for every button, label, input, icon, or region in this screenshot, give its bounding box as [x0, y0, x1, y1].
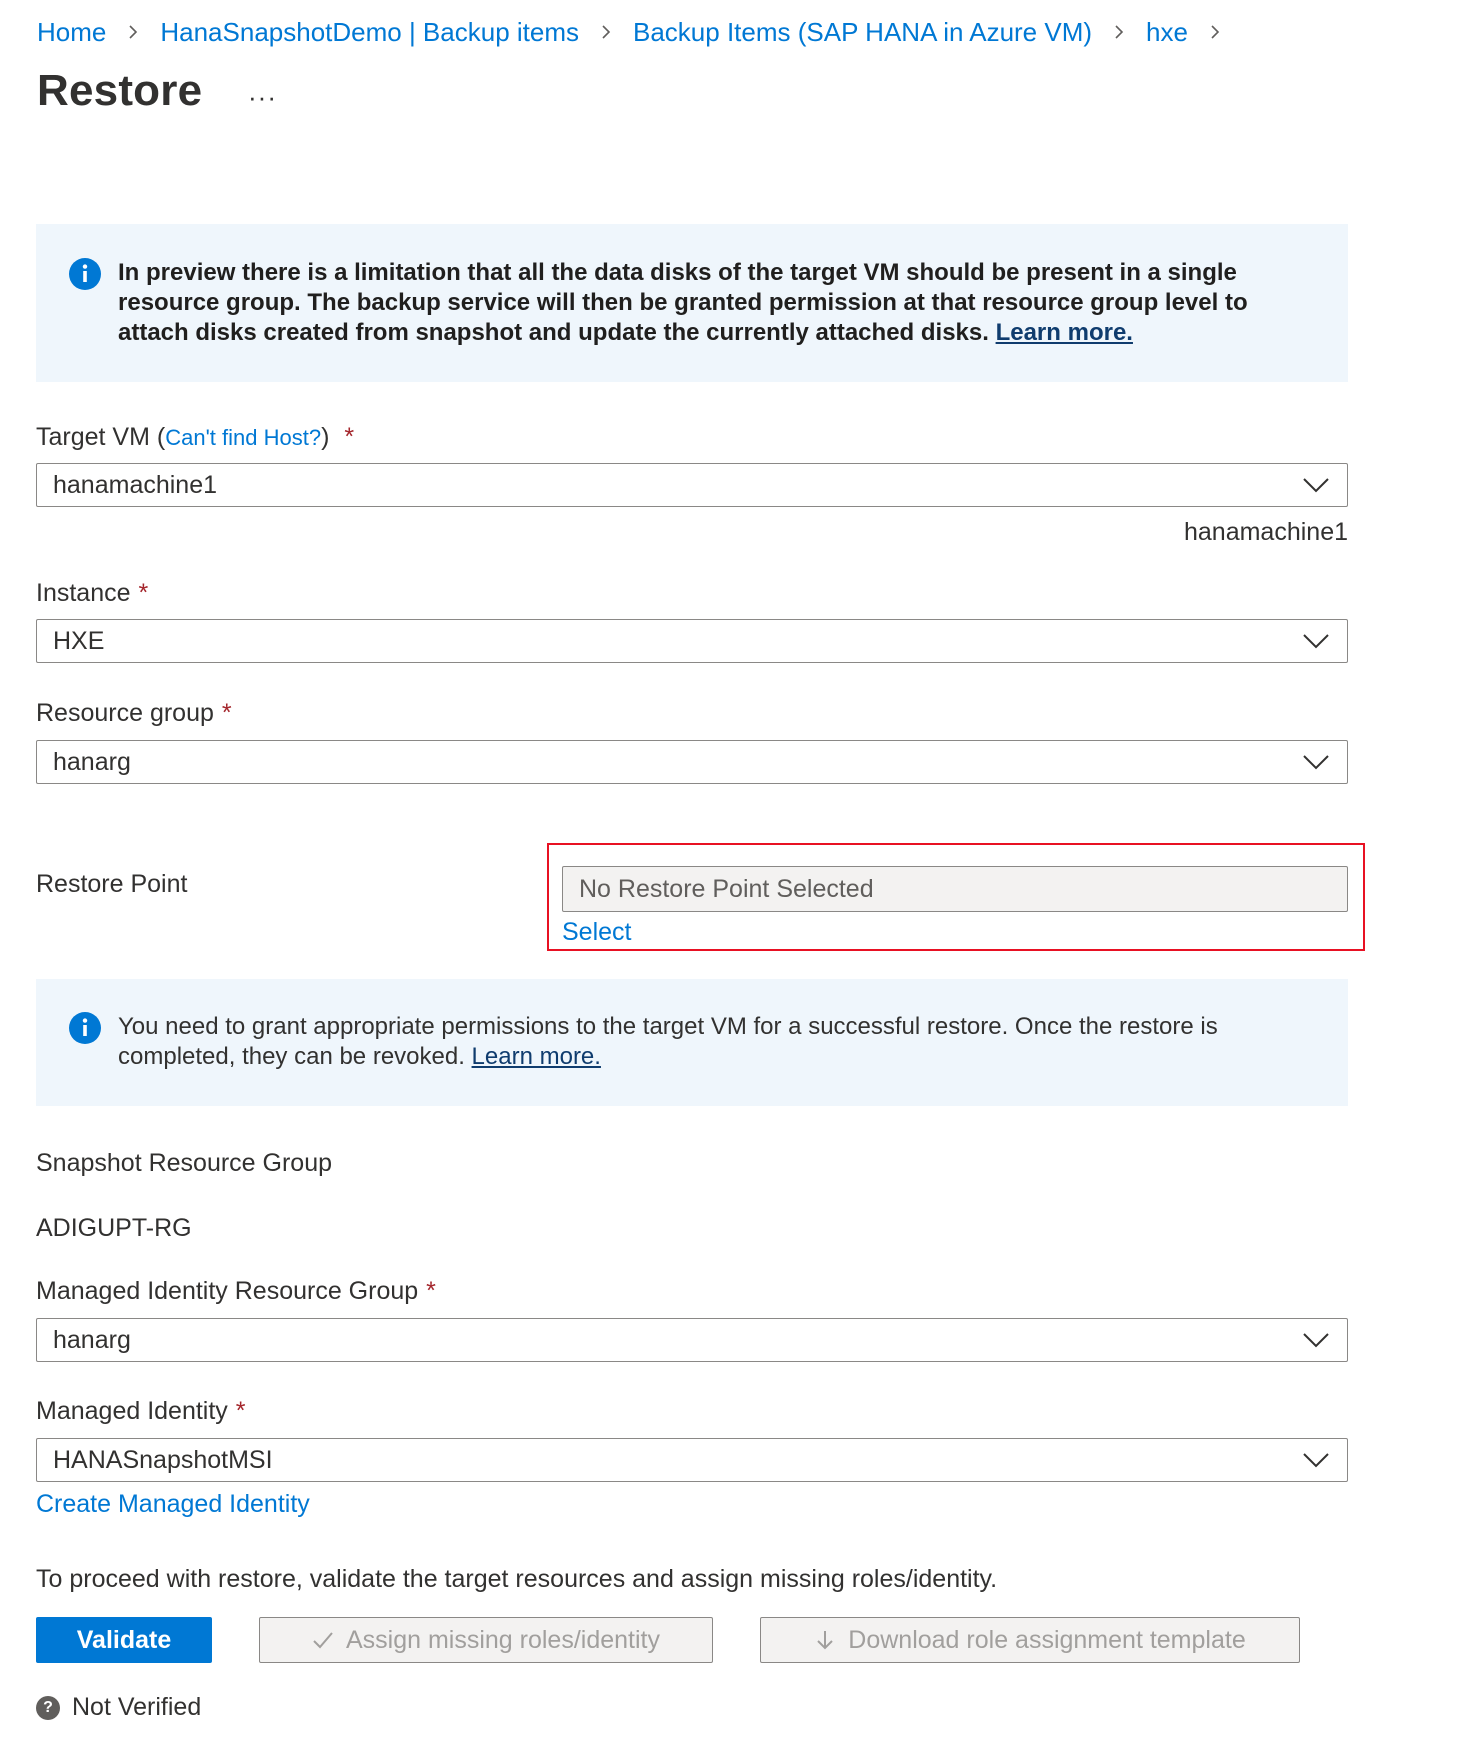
managed-identity-dropdown[interactable] — [36, 1438, 1348, 1482]
chevron-down-icon — [1301, 1451, 1331, 1469]
create-managed-identity-link[interactable]: Create Managed Identity — [36, 1490, 310, 1518]
learn-more-link[interactable]: Learn more. — [471, 1043, 601, 1070]
chevron-right-icon — [1206, 23, 1224, 41]
mi-resource-group-value: hanarg — [53, 1325, 131, 1354]
validation-status — [36, 1693, 201, 1722]
snapshot-resource-group-label: Snapshot Resource Group — [36, 1149, 333, 1177]
target-vm-label-text: Target VM — [36, 423, 150, 451]
mi-resource-group-label — [36, 1277, 436, 1306]
info-banner-text: You need to grant appropriate permissions to the target VM for a successful restore. Once the restore is completed, they can be revoked. — [118, 1013, 1218, 1070]
managed-identity-value: HANASnapshotMSI — [53, 1445, 273, 1474]
managed-identity-label — [36, 1397, 246, 1426]
instance-label-text: Instance — [36, 579, 131, 607]
target-vm-value: hanamachine1 — [53, 470, 218, 499]
required-asterisk: * — [138, 579, 149, 607]
resource-group-label-text: Resource group — [36, 699, 214, 727]
target-vm-dropdown[interactable] — [36, 463, 1348, 507]
download-role-template-label: Download role assignment template — [848, 1625, 1246, 1654]
info-icon — [69, 258, 101, 290]
cant-find-host-link[interactable]: Can't find Host? — [165, 425, 322, 450]
chevron-down-icon — [1301, 1331, 1331, 1349]
question-circle-icon: ? — [36, 1696, 60, 1720]
breadcrumb-hxe[interactable]: hxe — [1146, 16, 1188, 47]
breadcrumb-backup-items-sap-hana[interactable]: Backup Items (SAP HANA in Azure VM) — [633, 16, 1093, 47]
page-title: Restore — [37, 66, 203, 115]
instance-label — [36, 579, 148, 608]
paren-close: ) — [321, 423, 330, 451]
download-role-template-button[interactable] — [760, 1617, 1300, 1663]
download-arrow-icon — [814, 1629, 836, 1651]
chevron-down-icon — [1301, 753, 1331, 771]
info-banner-text: In preview there is a limitation that all the data disks of the target VM should be present in a single resource group. The backup service will then be granted permission at that resource group level to attach disks created from snapshot and update the currently attached disks. — [118, 259, 1248, 346]
breadcrumb-home[interactable]: Home — [37, 16, 107, 47]
resource-group-value: hanarg — [53, 747, 131, 776]
managed-identity-label-text: Managed Identity — [36, 1397, 228, 1425]
required-asterisk: * — [344, 423, 355, 451]
info-banner-preview-limitation — [36, 224, 1348, 382]
validate-button[interactable]: Validate — [36, 1617, 212, 1663]
chevron-right-icon — [124, 23, 142, 41]
select-restore-point-link[interactable]: Select — [562, 918, 632, 946]
info-icon — [69, 1012, 101, 1044]
breadcrumb-backup-items[interactable]: HanaSnapshotDemo | Backup items — [160, 16, 579, 47]
snapshot-resource-group-value: ADIGUPT-RG — [36, 1214, 192, 1242]
validation-status-text: Not Verified — [72, 1693, 202, 1721]
assign-missing-roles-label: Assign missing roles/identity — [345, 1625, 660, 1654]
chevron-down-icon — [1301, 632, 1331, 650]
resource-group-dropdown[interactable] — [36, 740, 1348, 784]
learn-more-link[interactable]: Learn more. — [995, 319, 1133, 346]
target-vm-label — [36, 423, 354, 452]
chevron-down-icon — [1301, 476, 1331, 494]
more-options-button[interactable]: ··· — [248, 82, 277, 112]
assign-missing-roles-button[interactable] — [259, 1617, 713, 1663]
chevron-right-icon — [597, 23, 615, 41]
target-vm-subvalue: hanamachine1 — [1183, 518, 1348, 546]
info-banner-permissions — [36, 979, 1348, 1106]
restore-point-placeholder: No Restore Point Selected — [579, 874, 874, 903]
restore-point-label: Restore Point — [36, 870, 188, 898]
instance-dropdown[interactable] — [36, 619, 1348, 663]
restore-instruction-text: To proceed with restore, validate the target resources and assign missing roles/identity. — [36, 1565, 998, 1593]
mi-resource-group-dropdown[interactable] — [36, 1318, 1348, 1362]
required-asterisk: * — [426, 1277, 436, 1305]
checkmark-icon — [312, 1629, 334, 1651]
resource-group-label — [36, 699, 232, 728]
required-asterisk: * — [235, 1397, 246, 1425]
paren-open: ( — [156, 423, 166, 451]
restore-point-field — [562, 866, 1348, 912]
required-asterisk: * — [221, 699, 232, 727]
mi-resource-group-label-text: Managed Identity Resource Group — [36, 1277, 419, 1305]
instance-value: HXE — [53, 626, 105, 655]
breadcrumb — [37, 12, 1242, 52]
chevron-right-icon — [1110, 23, 1128, 41]
